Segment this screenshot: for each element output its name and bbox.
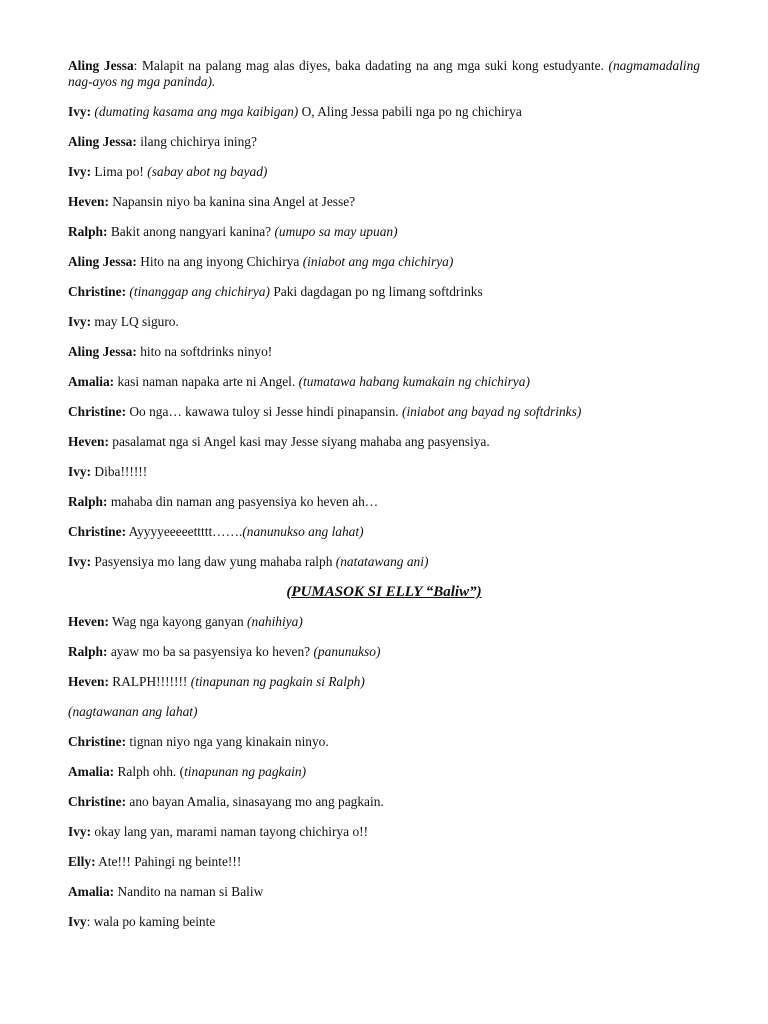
dialogue-line: [68, 284, 700, 300]
dialogue-line: [68, 764, 700, 780]
dialogue-text: Diba!!!!!!: [94, 464, 148, 479]
dialogue-text: RALPH!!!!!!!: [112, 674, 191, 689]
speaker-name: Amalia:: [68, 884, 115, 899]
dialogue-text: mahaba din naman ang pasyensiya ko heven ah…: [110, 494, 379, 509]
dialogue-line: [68, 224, 700, 240]
dialogue-line: [68, 464, 700, 480]
dialogue-text: may LQ siguro.: [94, 314, 179, 329]
speaker-name: Aling Jessa:: [68, 344, 137, 359]
dialogue-text: okay lang yan, marami naman tayong chichirya o!!: [94, 824, 369, 839]
stage-direction: (iniabot ang mga chichirya): [302, 254, 454, 269]
stage-direction: (tumatawa habang kumakain ng chichirya): [298, 374, 530, 389]
speaker-name: Amalia:: [68, 764, 115, 779]
dialogue-text: wala po kaming beinte: [93, 914, 216, 929]
speaker-name: Christine:: [68, 794, 127, 809]
dialogue-text: ilang chichirya ining?: [140, 134, 257, 149]
dialogue-line: [68, 404, 700, 420]
speaker-name: Aling Jessa: [68, 58, 134, 73]
stage-direction: (dumating kasama ang mga kaibigan): [94, 104, 299, 119]
dialogue-text: ayaw mo ba sa pasyensiya ko heven?: [110, 644, 314, 659]
dialogue-text: Bakit anong nangyari kanina?: [110, 224, 275, 239]
dialogue-text: Ralph ohh. (: [117, 764, 185, 779]
stage-direction: (nanunukso ang lahat): [242, 524, 364, 539]
dialogue-text: Paki dagdagan po ng limang softdrinks: [269, 284, 483, 299]
speaker-name: Elly:: [68, 854, 96, 869]
stage-direction: (tinapunan ng pagkain si Ralph): [190, 674, 365, 689]
speaker-name: Heven:: [68, 194, 109, 209]
dialogue-line: [68, 884, 700, 900]
dialogue-text: Wag nga kayong ganyan: [112, 614, 248, 629]
speaker-separator: :: [133, 58, 143, 73]
dialogue-line: [68, 824, 700, 840]
speaker-name: Ivy:: [68, 824, 92, 839]
dialogue-line: [68, 374, 700, 390]
speaker-name: Heven:: [68, 674, 109, 689]
dialogue-line: [68, 734, 700, 750]
dialogue-line: [68, 314, 700, 330]
dialogue-line: [68, 914, 700, 930]
speaker-name: Ralph:: [68, 644, 108, 659]
stage-direction: (nagtawanan ang lahat): [68, 704, 198, 719]
speaker-name: Ivy:: [68, 314, 92, 329]
dialogue-text: pasalamat nga si Angel kasi may Jesse siyang mahaba ang pasyensiya.: [112, 434, 490, 449]
speaker-name: Christine:: [68, 284, 127, 299]
speaker-name: Ivy:: [68, 164, 92, 179]
speaker-name: Ivy:: [68, 464, 92, 479]
dialogue-line: [68, 794, 700, 810]
stage-direction: (umupo sa may upuan): [274, 224, 398, 239]
dialogue-line: [68, 134, 700, 150]
stage-direction: (sabay abot ng bayad): [147, 164, 268, 179]
speaker-name: Ralph:: [68, 224, 108, 239]
dialogue-line: [68, 164, 700, 180]
stage-direction: (nahihiya): [247, 614, 303, 629]
dialogue-text: hito na softdrinks ninyo!: [140, 344, 273, 359]
speaker-separator: :: [86, 914, 94, 929]
dialogue-line: [68, 554, 700, 570]
dialogue-line: [68, 614, 700, 630]
dialogue-text: Ate!!! Pahingi ng beinte!!!: [98, 854, 242, 869]
dialogue-line: [68, 194, 700, 210]
speaker-name: Christine:: [68, 404, 127, 419]
speaker-name: Ralph:: [68, 494, 108, 509]
dialogue-text: Napansin niyo ba kanina sina Angel at Jesse?: [112, 194, 356, 209]
dialogue-line: [68, 524, 700, 540]
dialogue-text: Lima po!: [94, 164, 148, 179]
stage-direction: (nagmamadaling nag-ayos ng mga paninda).: [68, 58, 700, 89]
speaker-name: Heven:: [68, 434, 109, 449]
dialogue-text: Nandito na naman si Baliw: [117, 884, 264, 899]
dialogue-line: [68, 644, 700, 660]
stage-direction: (tinanggap ang chichirya): [129, 284, 270, 299]
speaker-name: Amalia:: [68, 374, 115, 389]
dialogue-text: kasi naman napaka arte ni Angel.: [117, 374, 299, 389]
dialogue-line: [68, 344, 700, 360]
speaker-name: Ivy: [68, 914, 87, 929]
speaker-name: Aling Jessa:: [68, 254, 137, 269]
speaker-name: Ivy:: [68, 554, 92, 569]
stage-direction: tinapunan ng pagkain): [184, 764, 307, 779]
dialogue-line: [68, 104, 700, 120]
dialogue-text: Hito na ang inyong Chichirya: [140, 254, 303, 269]
dialogue-line: [68, 854, 700, 870]
dialogue-line: [68, 434, 700, 450]
dialogue-line: [68, 674, 700, 690]
dialogue-line: [68, 254, 700, 270]
dialogue-text: O, Aling Jessa pabili nga po ng chichirya: [298, 104, 522, 119]
speaker-name: Ivy:: [68, 104, 92, 119]
speaker-name: Heven:: [68, 614, 109, 629]
stage-direction: (panunukso): [313, 644, 381, 659]
dialogue-line: [68, 494, 700, 510]
dialogue-text: Pasyensiya mo lang daw yung mahaba ralph: [94, 554, 336, 569]
stage-direction: (iniabot ang bayad ng softdrinks): [402, 404, 582, 419]
dialogue-line: [68, 704, 700, 720]
scene-heading: (PUMASOK SI ELLY “Baliw”): [286, 584, 482, 600]
speaker-name: Christine:: [68, 734, 127, 749]
dialogue-text: Malapit na palang mag alas diyes, baka dadating na ang mga suki kong estudyante.: [142, 58, 609, 73]
speaker-name: Christine:: [68, 524, 127, 539]
speaker-name: Aling Jessa:: [68, 134, 137, 149]
script-page: [68, 58, 700, 944]
dialogue-text: Oo nga… kawawa tuloy si Jesse hindi pinapansin.: [129, 404, 402, 419]
dialogue-line: [68, 58, 700, 90]
stage-direction: (natatawang ani): [335, 554, 429, 569]
dialogue-text: ano bayan Amalia, sinasayang mo ang pagkain.: [129, 794, 384, 809]
dialogue-text: Ayyyyeeeeettttt…….: [128, 524, 243, 539]
dialogue-text: tignan niyo nga yang kinakain ninyo.: [129, 734, 329, 749]
